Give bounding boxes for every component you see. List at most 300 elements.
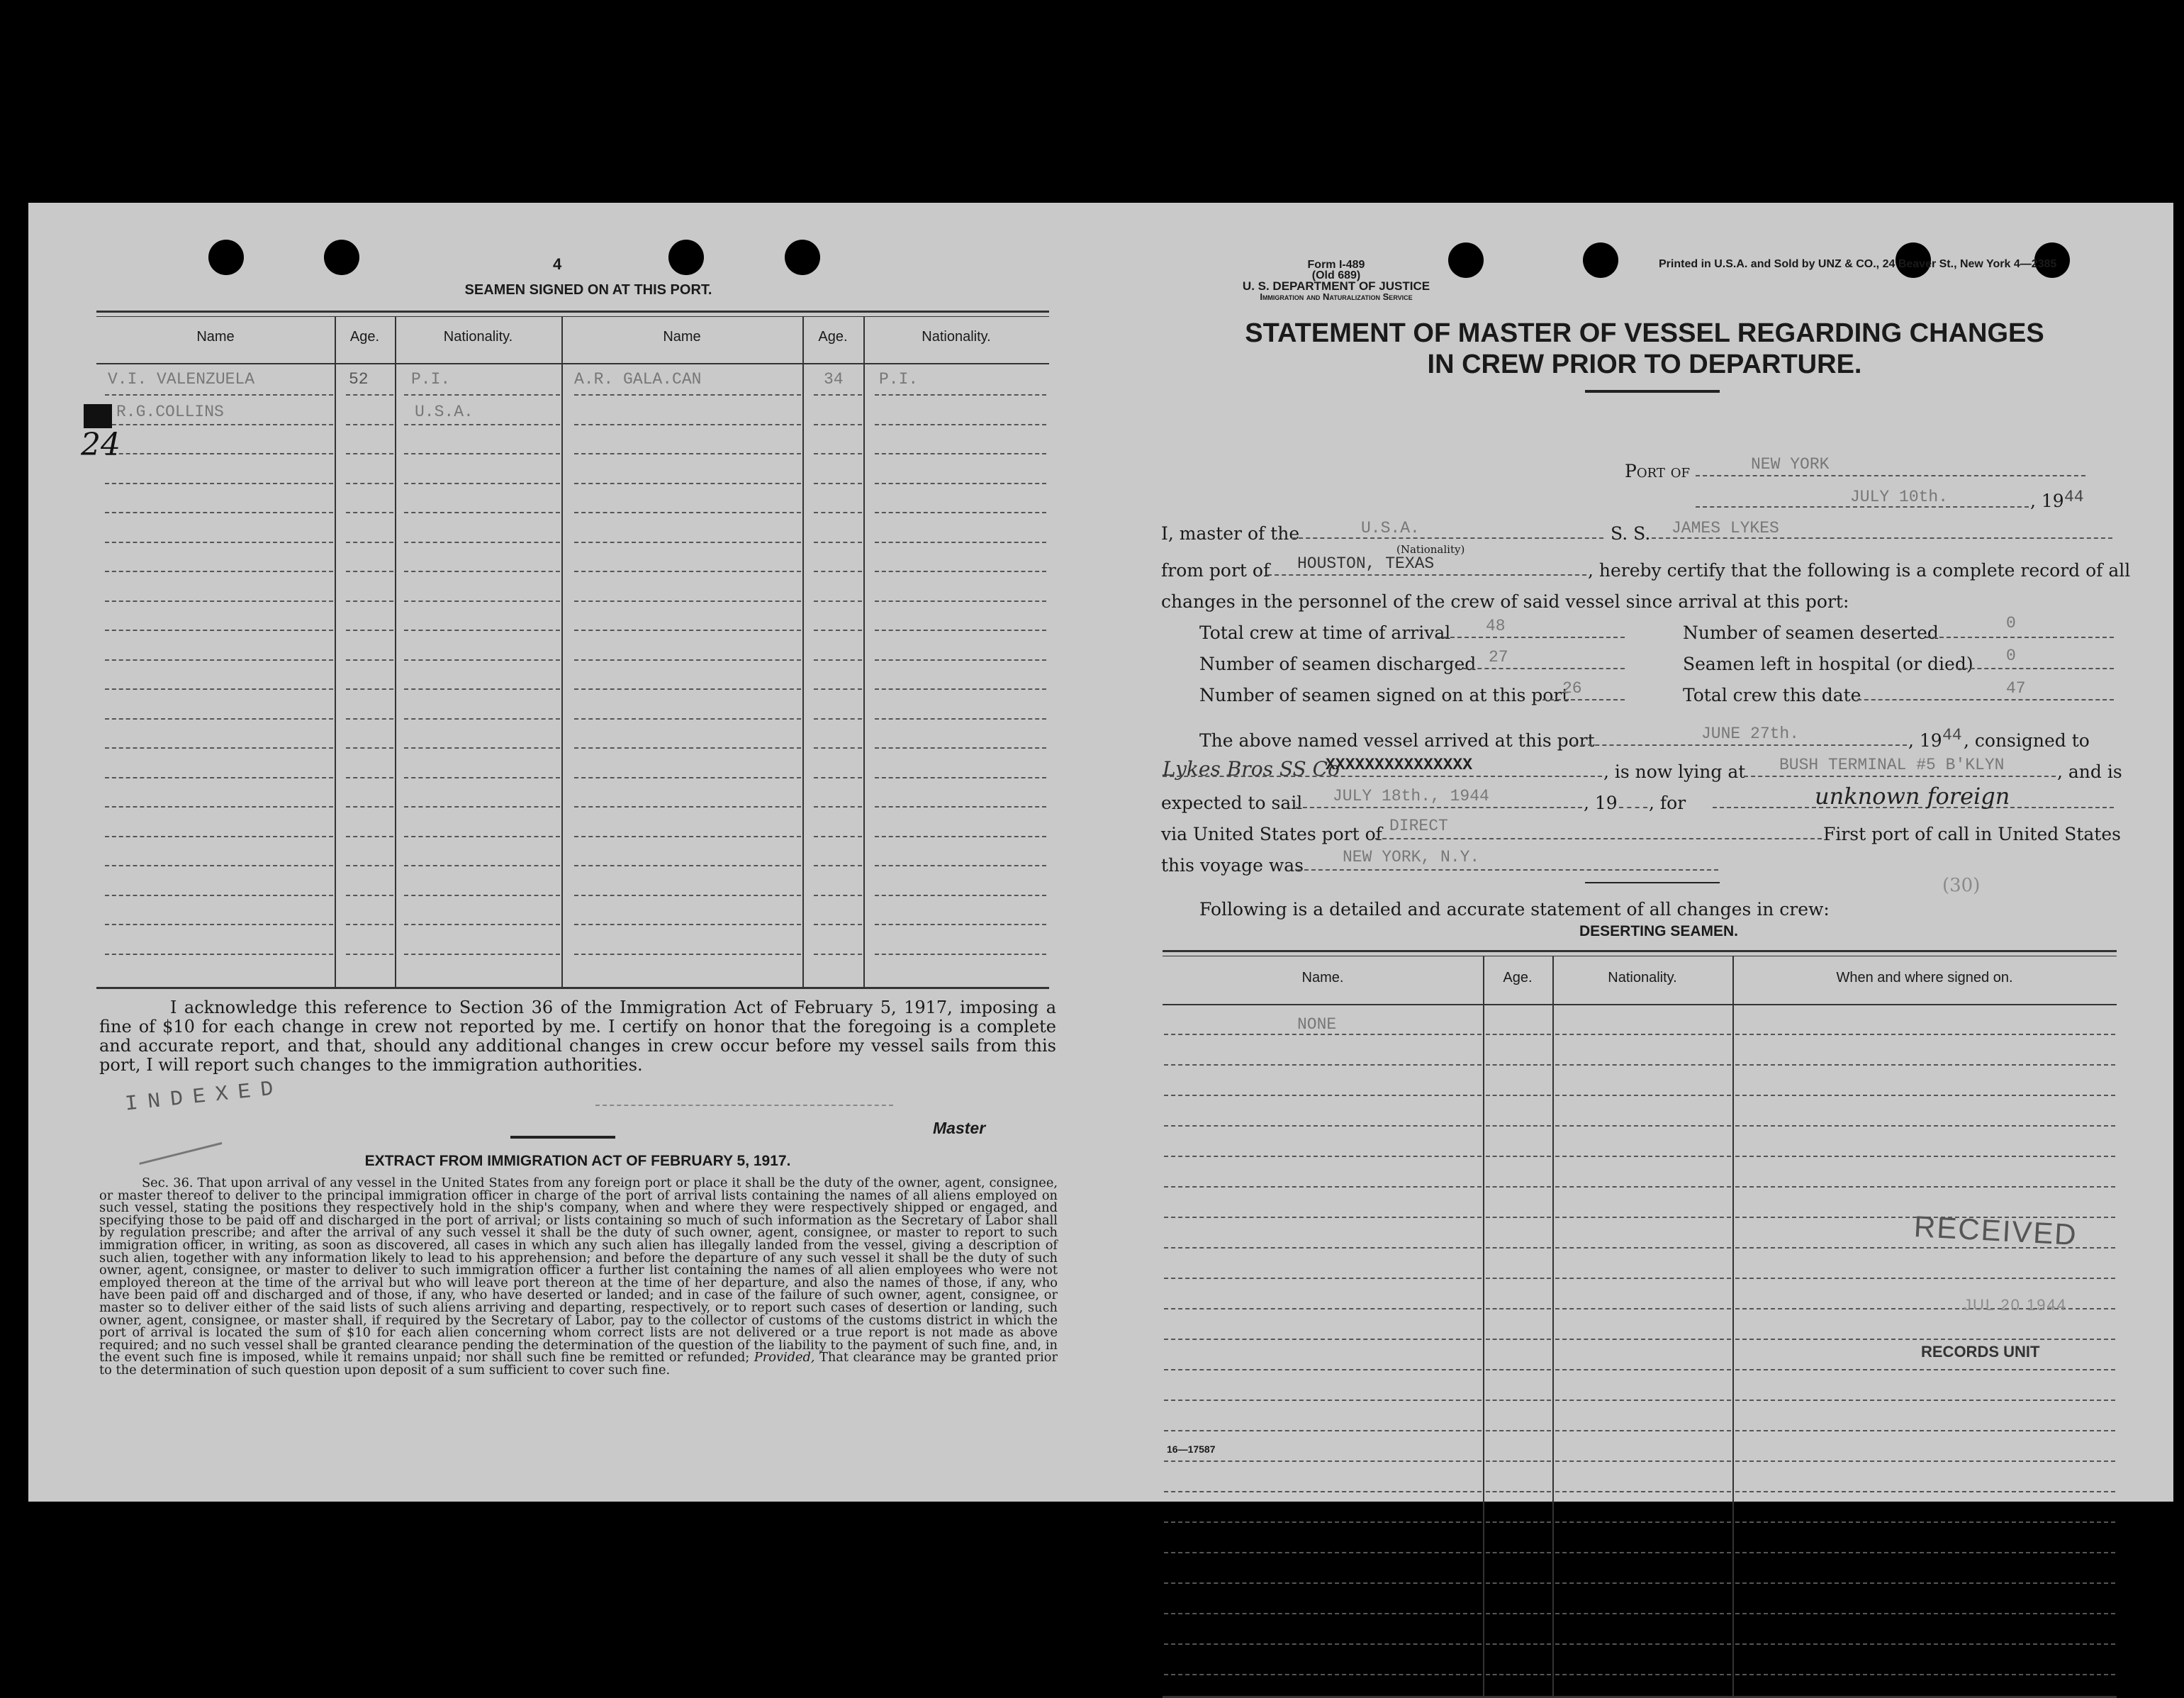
row-rule <box>1555 1582 1731 1584</box>
row-rule <box>1164 1552 1482 1553</box>
row-rule <box>404 601 560 602</box>
row-rule <box>1486 1125 1551 1127</box>
deserting-header-rule <box>1163 1004 2117 1005</box>
row-rule <box>1735 1643 2115 1645</box>
row-rule <box>404 718 560 720</box>
form-number: Form I-489 <box>1307 259 1365 271</box>
from-port-value: HOUSTON, TEXAS <box>1297 554 1435 573</box>
row-rule <box>1164 1308 1482 1309</box>
row-rule <box>1164 1460 1482 1462</box>
row-rule <box>1164 1674 1482 1675</box>
row-rule <box>1735 1521 2115 1523</box>
row-rule <box>346 542 393 543</box>
row-rule <box>875 718 1046 720</box>
discharged-value: 27 <box>1489 648 1508 666</box>
row-rule <box>404 424 560 425</box>
row-rule <box>574 659 801 661</box>
row-rule <box>105 571 333 572</box>
stat-line <box>1542 699 1625 700</box>
row-rule <box>346 924 393 925</box>
desert-col-age: Age. <box>1503 970 1533 985</box>
row-rule <box>346 954 393 955</box>
stat-line <box>1956 668 2114 669</box>
from-port-label: from port of <box>1161 560 1270 581</box>
row-rule <box>574 424 801 425</box>
nationality-value: U.S.A. <box>1361 519 1420 537</box>
row-rule <box>1555 1034 1731 1035</box>
row-rule <box>875 512 1046 513</box>
row-rule <box>814 895 862 896</box>
row-rule <box>105 777 333 778</box>
row-rule <box>404 394 560 396</box>
row-rule <box>814 924 862 925</box>
row-rule <box>404 453 560 454</box>
table-top-rule <box>96 311 1049 313</box>
row-rule <box>574 394 801 396</box>
row-rule <box>1735 1552 2115 1553</box>
arrived-label: The above named vessel arrived at this port <box>1199 730 1595 751</box>
row-rule <box>1486 1034 1551 1035</box>
deserting-top-rule <box>1163 950 2117 952</box>
desert-col-name: Name. <box>1301 970 1344 985</box>
row-rule <box>574 630 801 631</box>
row-rule <box>574 777 801 778</box>
row-rule <box>1486 1430 1551 1431</box>
section-label: Sec. 36. <box>142 1175 194 1190</box>
row-rule <box>346 483 393 484</box>
row-rule <box>346 601 393 602</box>
row-rule <box>1164 1186 1482 1188</box>
row-rule <box>404 806 560 808</box>
desert-col-nationality: Nationality. <box>1608 970 1677 985</box>
ink-blot <box>84 404 112 428</box>
vessel-line <box>1652 537 2112 539</box>
row-rule <box>346 895 393 896</box>
row-rule <box>105 836 333 837</box>
row-rule <box>1555 1247 1731 1249</box>
row-rule <box>814 659 862 661</box>
row-rule <box>875 542 1046 543</box>
row-rule <box>1164 1156 1482 1157</box>
row-rule <box>1555 1339 1731 1340</box>
extract-heading: EXTRACT FROM IMMIGRATION ACT OF FEBRUARY 5, 1917. <box>364 1153 791 1169</box>
row-rule <box>1164 1339 1482 1340</box>
row-rule <box>1555 1156 1731 1157</box>
row-1-name-2: A.R. GALA.CAN <box>574 370 702 389</box>
row-rule <box>404 571 560 572</box>
date-value: JULY 10th. <box>1850 488 1949 506</box>
row-rule <box>1486 1156 1551 1157</box>
year-prefix: , 19 <box>2030 491 2064 511</box>
this-voyage-label: this voyage was <box>1161 855 1304 876</box>
row-rule <box>1486 1095 1551 1096</box>
row-rule <box>1735 1430 2115 1431</box>
row-rule <box>574 542 801 543</box>
changes-text: changes in the personnel of the crew of said vessel since arrival at this port: <box>1161 591 1849 612</box>
title-underline <box>1585 390 1720 393</box>
row-rule <box>1486 1308 1551 1309</box>
row-rule <box>574 453 801 454</box>
row-rule <box>1486 1064 1551 1066</box>
row-rule <box>404 542 560 543</box>
column-divider <box>802 316 804 987</box>
row-rule <box>814 954 862 955</box>
row-rule <box>105 895 333 896</box>
and-is-text: , and is <box>2057 761 2122 782</box>
total-crew-date-value: 47 <box>2006 679 2026 698</box>
consignee-struck: XXXXXXXXXXXXXXX <box>1326 756 1473 774</box>
punch-hole <box>668 240 704 275</box>
row-rule <box>105 865 333 866</box>
port-of-label: Port of <box>1625 461 1691 481</box>
row-rule <box>814 836 862 837</box>
row-rule <box>1486 1491 1551 1492</box>
certify-text: , hereby certify that the following is a complete record of all <box>1588 560 2131 581</box>
row-rule <box>105 688 333 690</box>
hospital-value: 0 <box>2006 647 2016 665</box>
column-divider <box>1483 956 1484 1696</box>
faint-mark: (30) <box>1942 875 1981 896</box>
row-rule <box>814 688 862 690</box>
row-rule <box>1735 1125 2115 1127</box>
punch-hole <box>1448 242 1484 278</box>
lying-label: , is now lying at <box>1603 761 1746 782</box>
row-rule <box>1735 1460 2115 1462</box>
table-bottom-rule <box>96 987 1049 989</box>
row-rule <box>105 747 333 749</box>
row-rule <box>1486 1278 1551 1279</box>
row-rule <box>346 688 393 690</box>
row-rule <box>1555 1460 1731 1462</box>
row-rule <box>1555 1125 1731 1127</box>
row-rule <box>1486 1582 1551 1584</box>
extract-text <box>99 1177 1058 1377</box>
row-rule <box>814 747 862 749</box>
arrived-year-prefix: , 19 <box>1908 730 1942 751</box>
deserted-label: Number of seamen deserted <box>1683 622 1939 643</box>
row-rule <box>875 836 1046 837</box>
col-age-header-2: Age. <box>818 329 848 345</box>
row-rule <box>105 601 333 602</box>
row-rule <box>346 865 393 866</box>
row-rule <box>1555 1308 1731 1309</box>
row-rule <box>1164 1521 1482 1523</box>
row-rule <box>404 483 560 484</box>
row-rule <box>1735 1491 2115 1492</box>
punch-hole <box>208 240 244 275</box>
row-rule <box>105 630 333 631</box>
title-line-1: STATEMENT OF MASTER OF VESSEL REGARDING CHANGES <box>1245 318 2044 348</box>
row-rule <box>875 571 1046 572</box>
handwritten-total: 24 <box>81 427 121 463</box>
row-rule <box>346 394 393 396</box>
received-date: JUL 20 1944 <box>1964 1296 2067 1314</box>
master-signature-line <box>595 1102 893 1106</box>
row-rule <box>1164 1369 1482 1370</box>
row-rule <box>1735 1034 2115 1035</box>
port-of-value: NEW YORK <box>1751 455 1830 474</box>
row-rule <box>1555 1217 1731 1218</box>
row-rule <box>1735 1064 2115 1066</box>
form-old-number: (Old 689) <box>1311 269 1361 281</box>
row-rule <box>404 747 560 749</box>
col-name-header: Name <box>196 329 235 345</box>
stat-line <box>1436 637 1625 638</box>
row-rule <box>814 718 862 720</box>
row-rule <box>105 718 333 720</box>
hospital-label: Seamen left in hospital (or died) <box>1683 654 1973 674</box>
signed-on-label: Number of seamen signed on at this port <box>1199 685 1569 705</box>
none-value: NONE <box>1297 1015 1337 1034</box>
row-rule <box>814 394 862 396</box>
deserting-heading: DESERTING SEAMEN. <box>1579 923 1739 939</box>
form-header <box>1219 259 1453 302</box>
expected-year-line <box>1619 807 1647 808</box>
row-rule <box>1555 1186 1731 1188</box>
row-rule <box>105 483 333 484</box>
deserted-value: 0 <box>2006 614 2016 632</box>
row-rule <box>875 453 1046 454</box>
row-rule <box>105 954 333 955</box>
stat-line <box>1456 668 1625 669</box>
ss-label: S. S. <box>1611 523 1651 544</box>
row-rule <box>875 424 1046 425</box>
section-end: That clearance may be granted prior to the determination of such question upon deposit of a sum sufficient to cover such fine. <box>99 1350 1058 1378</box>
table-top-rule <box>96 316 1049 317</box>
row-rule <box>875 865 1046 866</box>
row-rule <box>574 601 801 602</box>
row-rule <box>574 954 801 955</box>
row-rule <box>1164 1064 1482 1066</box>
row-rule <box>574 512 801 513</box>
row-rule <box>814 571 862 572</box>
title-line-2: IN CREW PRIOR TO DEPARTURE. <box>1427 350 1862 379</box>
row-rule <box>1735 1095 2115 1096</box>
row-rule <box>1486 1186 1551 1188</box>
section-body: That upon arrival of any vessel in the United States from any foreign port or place it shall be the duty of the owner, agent, consignee, or master thereof to deliver to the principal immigration officer in charge of the port of arrival lists containing the names of all aliens employed on such vessel, stating the positions they respectively hold in the ship's company, when and where they were respectively shipped or engaged, and specifying those to be paid off and discharged in the port of arrival; or lists containing so much of such information as the Secretary of Labor shall by regulation prescribe; and after the arrival of any such vessel it shall be the duty of such owner, agent, consignee, or master to report to such immigration officer, in writing, as soon as discovered, all cases in which any such alien has illegally landed from the vessel, giving a description of such alien, together with any information likely to lead to his apprehension; and before the departure of any such vessel it shall be the duty of such owner, agent, consignee, or master to deliver to such immigration officer a further list containing the names of all alien employees who were not employed thereon at the time of the arrival but who will leave port thereon at the time of her departure, and also the names of those, if any, who have been paid off and discharged and of those, if any, who have deserted or landed; and in case of the failure of such owner, agent, consignee, or master so to deliver either of the said lists of such aliens arriving and departing, respectively, or to report such cases of desertion or landing, such owner, agent, consignee, or master shall, if required by the Secretary of Labor, pay to the collector of customs of the customs district in which the port of arrival is located the sum of $10 for each alien concerning whom correct lists are not delivered or a true report is not made as above required; and no such vessel shall be granted clearance pending the determination of the question of the liability to the payment of such fine, and, in the event such fine is imposed, while it remains unpaid; nor shall such fine be remitted or refunded; <box>99 1175 1058 1365</box>
row-rule <box>1555 1369 1731 1370</box>
row-rule <box>404 688 560 690</box>
punch-hole <box>324 240 359 275</box>
row-rule <box>1735 1186 2115 1188</box>
expected-label: expected to sail <box>1161 793 1303 813</box>
col-nationality-header-2: Nationality. <box>922 329 991 345</box>
row-rule <box>1164 1095 1482 1096</box>
row-2-name: R.G.COLLINS <box>116 403 224 421</box>
row-rule <box>875 659 1046 661</box>
row-rule <box>105 453 333 454</box>
master-label: Master <box>933 1119 986 1137</box>
row-rule <box>875 601 1046 602</box>
received-stamp: RECEIVED <box>1913 1209 2078 1252</box>
row-rule <box>1486 1369 1551 1370</box>
row-rule <box>1164 1400 1482 1401</box>
this-voyage-line <box>1297 869 1718 871</box>
row-rule <box>814 542 862 543</box>
for-label: , for <box>1649 793 1686 813</box>
arrived-line <box>1574 744 1907 746</box>
row-rule <box>346 747 393 749</box>
for-value: unknown foreign <box>1815 783 2010 810</box>
row-rule <box>875 630 1046 631</box>
proviso-word: Provided, <box>754 1350 815 1365</box>
row-rule <box>105 659 333 661</box>
master-of-label: I, master of the <box>1161 523 1300 544</box>
consignee-handwritten: Lykes Bros SS Co <box>1163 757 1340 781</box>
col-age-header: Age. <box>349 329 380 345</box>
row-rule <box>875 924 1046 925</box>
voyage-underline <box>1585 882 1720 883</box>
lying-value: BUSH TERMINAL #5 B'KLYN <box>1779 756 2005 774</box>
stat-line <box>1925 637 2114 638</box>
row-rule <box>875 394 1046 396</box>
row-rule <box>875 895 1046 896</box>
first-port-label: First port of call in United States <box>1823 824 2121 844</box>
row-rule <box>1164 1613 1482 1614</box>
consignee-line <box>1163 776 1602 777</box>
row-1-nationality-2: P.I. <box>879 370 919 389</box>
row-rule <box>574 924 801 925</box>
row-rule <box>1486 1521 1551 1523</box>
arrived-value: JUNE 27th. <box>1701 725 1800 743</box>
row-rule <box>346 630 393 631</box>
following-text: Following is a detailed and accurate statement of all changes in crew: <box>1199 899 1830 920</box>
column-divider <box>335 316 336 987</box>
row-rule <box>574 865 801 866</box>
discharged-label: Number of seamen discharged <box>1199 654 1477 674</box>
row-rule <box>346 659 393 661</box>
row-rule <box>346 512 393 513</box>
row-rule <box>1735 1674 2115 1675</box>
column-divider <box>395 316 396 987</box>
divider-bar <box>510 1136 615 1139</box>
row-rule <box>1164 1430 1482 1431</box>
punch-hole <box>785 240 820 275</box>
row-rule <box>105 542 333 543</box>
row-rule <box>875 688 1046 690</box>
row-rule <box>346 424 393 425</box>
row-rule <box>1735 1278 2115 1279</box>
row-rule <box>1555 1064 1731 1066</box>
row-2-nationality: U.S.A. <box>415 403 474 421</box>
row-rule <box>404 924 560 925</box>
col-nationality-header: Nationality. <box>443 329 513 345</box>
row-rule <box>1164 1034 1482 1035</box>
via-value: DIRECT <box>1389 817 1448 835</box>
row-rule <box>1486 1217 1551 1218</box>
consigned-label: , consigned to <box>1964 730 2090 751</box>
row-rule <box>1486 1339 1551 1340</box>
row-rule <box>1164 1125 1482 1127</box>
row-rule <box>1555 1521 1731 1523</box>
row-1-name: V.I. VALENZUELA <box>108 370 255 389</box>
row-rule <box>404 895 560 896</box>
row-rule <box>346 806 393 808</box>
row-rule <box>1164 1643 1482 1645</box>
row-rule <box>574 747 801 749</box>
row-rule <box>346 571 393 572</box>
row-rule <box>1555 1491 1731 1492</box>
total-crew-arrival-label: Total crew at time of arrival <box>1199 622 1451 643</box>
row-rule <box>814 453 862 454</box>
row-rule <box>404 954 560 955</box>
row-rule <box>346 718 393 720</box>
row-rule <box>1555 1674 1731 1675</box>
row-rule <box>1486 1674 1551 1675</box>
col-name-header-2: Name <box>663 329 701 345</box>
row-rule <box>1735 1339 2115 1340</box>
row-rule <box>404 836 560 837</box>
row-rule <box>574 688 801 690</box>
row-rule <box>574 836 801 837</box>
row-rule <box>1555 1278 1731 1279</box>
expected-value: JULY 18th., 1944 <box>1333 787 1489 805</box>
row-rule <box>1486 1400 1551 1401</box>
row-rule <box>404 865 560 866</box>
signed-on-heading: SEAMEN SIGNED ON AT THIS PORT. <box>464 282 712 298</box>
row-rule <box>346 836 393 837</box>
row-rule <box>574 895 801 896</box>
row-rule <box>105 394 333 396</box>
row-rule <box>1555 1552 1731 1553</box>
row-rule <box>1735 1582 2115 1584</box>
row-rule <box>1164 1582 1482 1584</box>
records-unit: RECORDS UNIT <box>1921 1343 2040 1361</box>
row-rule <box>1486 1613 1551 1614</box>
row-rule <box>1486 1643 1551 1645</box>
row-rule <box>1735 1156 2115 1157</box>
row-rule <box>814 777 862 778</box>
row-rule <box>1486 1247 1551 1249</box>
nationality-line <box>1292 537 1603 539</box>
department-name: U. S. DEPARTMENT OF JUSTICE <box>1242 279 1430 293</box>
row-1-age: 52 <box>349 370 369 389</box>
row-rule <box>814 806 862 808</box>
footer-code: 16—17587 <box>1167 1443 1216 1455</box>
row-rule <box>346 777 393 778</box>
page-number: 4 <box>553 255 562 273</box>
vessel-value: JAMES LYKES <box>1671 519 1779 537</box>
row-rule <box>574 483 801 484</box>
total-crew-date-label: Total crew this date <box>1683 685 1861 705</box>
row-rule <box>1735 1613 2115 1614</box>
row-rule <box>875 747 1046 749</box>
via-line <box>1375 838 1822 839</box>
row-rule <box>875 483 1046 484</box>
row-rule <box>1555 1095 1731 1096</box>
expected-year: , 19 <box>1584 793 1618 813</box>
year-value: 44 <box>2064 488 2084 506</box>
date-line <box>1696 506 2029 508</box>
via-label: via United States port of <box>1161 824 1382 844</box>
row-rule <box>574 718 801 720</box>
row-1-age-2: 34 <box>824 370 844 389</box>
service-name: Immigration and Naturalization Service <box>1260 291 1413 302</box>
row-rule <box>814 601 862 602</box>
port-of-line <box>1696 475 2085 476</box>
row-rule <box>1164 1278 1482 1279</box>
lying-line <box>1744 776 2056 777</box>
row-rule <box>1486 1552 1551 1553</box>
form-title <box>1155 318 2134 380</box>
printer-note: Printed in U.S.A. and Sold by UNZ & CO., 24 Beaver St., New York 4—2385 <box>1659 258 2057 270</box>
row-rule <box>1555 1430 1731 1431</box>
column-divider <box>863 316 865 987</box>
column-divider <box>1732 956 1734 1696</box>
signed-on-value: 26 <box>1562 679 1582 698</box>
row-rule <box>105 924 333 925</box>
document-sheet <box>28 203 2173 1502</box>
